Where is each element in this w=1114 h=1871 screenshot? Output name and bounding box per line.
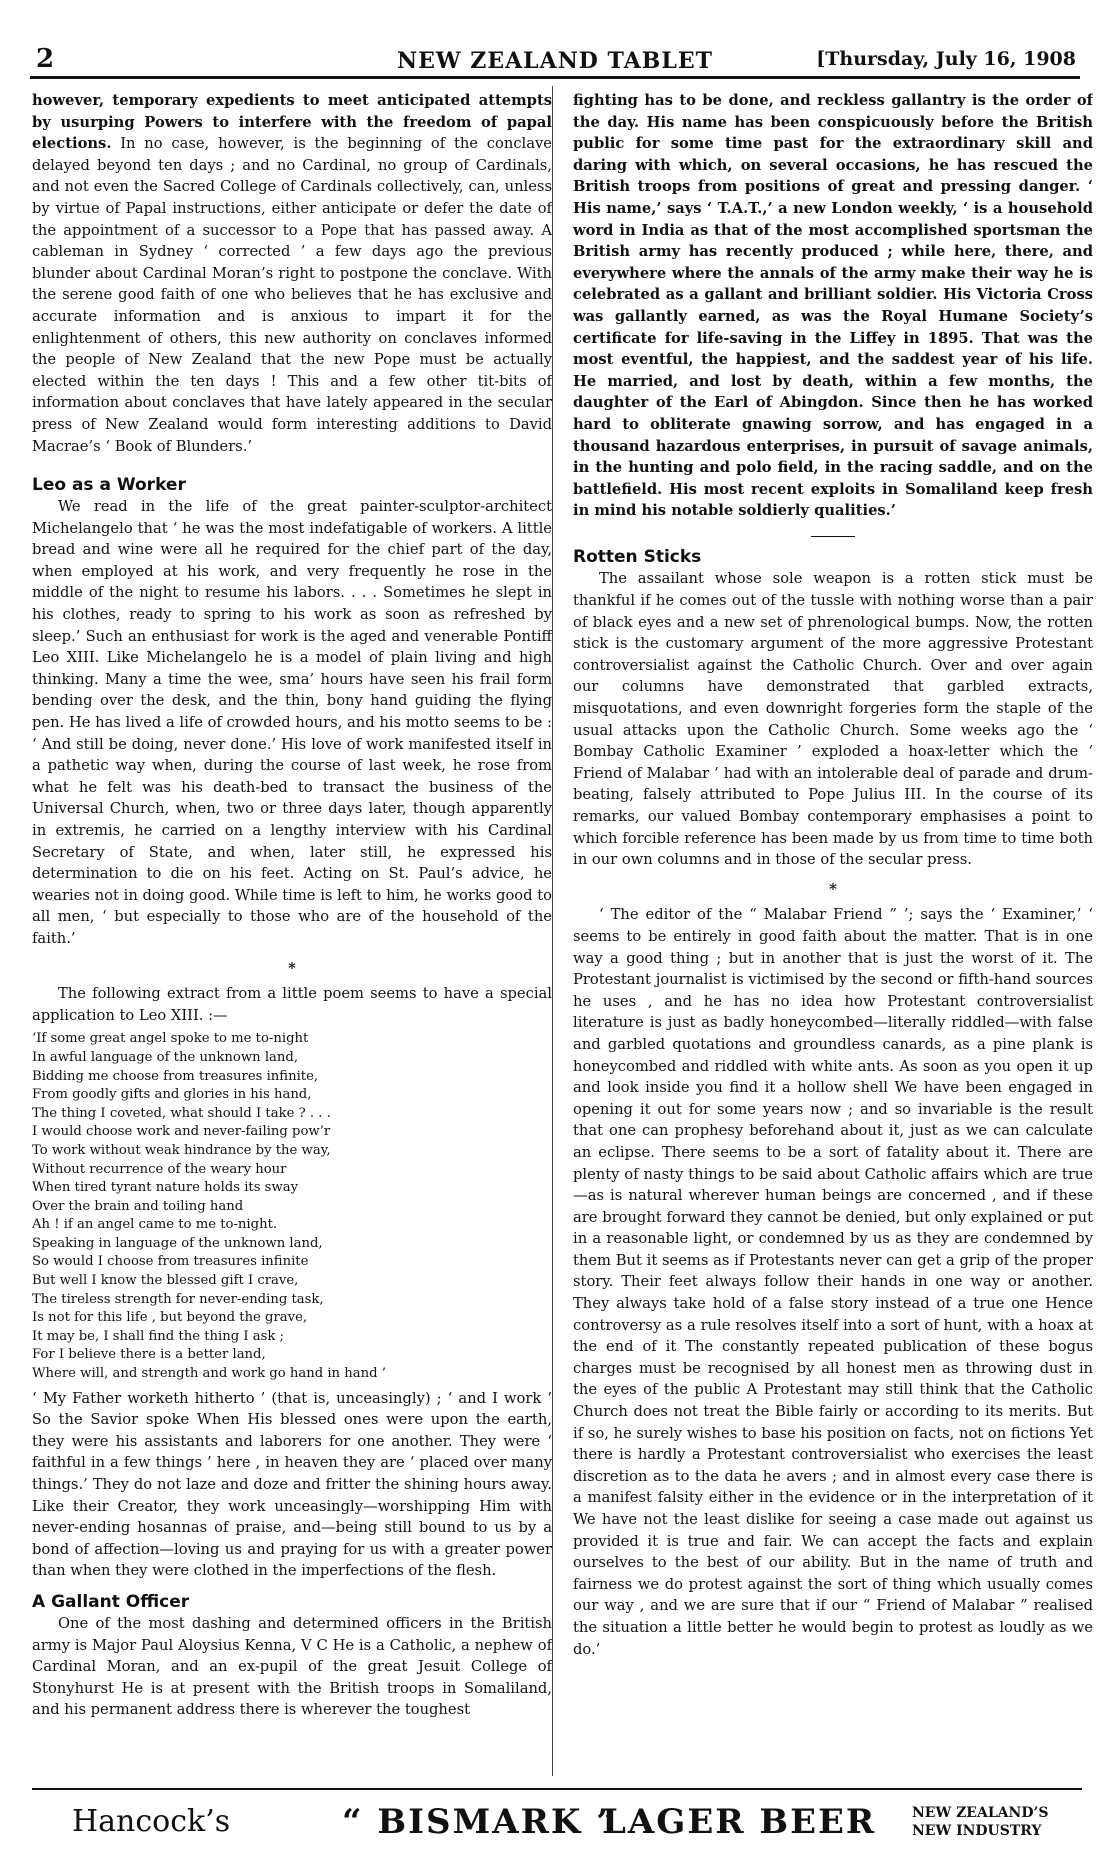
rule-line bbox=[811, 536, 855, 537]
advertisement-banner bbox=[32, 1788, 1082, 1865]
ad-kind: LAGER BEER bbox=[602, 1802, 877, 1842]
ad-tagline-1: NEW ZEALAND’S bbox=[912, 1805, 1049, 1821]
intro-bold-text: however, temporary expedients to meet anticipated attempts by usurping Powers to interfere with the freedom of papal elections. bbox=[32, 92, 552, 153]
intro-text: In no case, however, is the beginning of the conclave delayed beyond ten days ; and no Cardinal, no group of Cardinals, and not even the Sacred College of Cardinals collectively, can, unless by virtue of Papal instructions, either anticipate or defer the date of the appointment of a successor to a Pope that has passed away. A cableman in Sydney ‘ corrected ’ a few days ago the previous blunder about Cardinal Moran’s right to postpone the conclave. With the serene good faith of one who believes that he has exclusive and accurate information and is anxious to impart it for the enlightenment of others, this new authority on conclaves informed the people of New Zealand that the new Pope must be actually elected within the ten days ! This and a few other tit-bits of information about conclaves that have lately appeared in the secular press of New Zealand would form interesting additions to David Macrae’s ‘ Book of Blunders.’ bbox=[32, 135, 552, 455]
masthead bbox=[30, 42, 1080, 79]
right-column bbox=[573, 90, 1093, 1770]
rotten-paragraph-2: ‘ The editor of the “ Malabar Friend ” ’; says the ‘ Examiner,’ ‘ seems to be entirely in good faith about the matter. That is in one way a good thing ; but in another that is just the worst of it. The Protestant journalist is victimised by the second or fifth-hand sources he uses , and he has no idea how Protestant controversialist literature is just as badly honeycombed—literally riddled—with false and garbled quotations and groundless canards, as a pine plank is honeycombed and riddled with white ants. As soon as you open it up and look inside you find it a hollow shell We have been engaged in opening it out for some years now ; and so invariable is the result that one can prophesy beforehand about it, just as we can calculate an eclipse. There seems to be a sort of fatality about it. There are plenty of nasty things to be said about Catholic affairs which are true—as is natural wherever human beings are concerned , and if these are brought forward they cannot be denied, but only explained or put in a reasonable light, or condemned by us as they are condemned by them But it seems as if Protestants never can get a grip of the proper story. Their feet always follow their hands in one way or another. They always take hold of a false story instead of a true one Hence controversy as a rule resolves itself into a sort of hunt, with a hoax at the end of it The constantly repeated publication of these bogus charges must be recognised by all honest men as throwing dust in the eyes of the public A Protestant may still think that the Catholic Church does not treat the Bible fairly or according to its merits. But if so, he surely wishes to base his position on facts, not on fictions Yet there is hardly a Protestant controversialist who exercises the least discretion as to the data he avers ; and in almost every case there is a manifest falsity either in the evidence or in the interpretation of it We have not the least dislike for seeing a case made out against us provided it is true and fair. We can accept the facts and explain ourselves to the best of our ability. But in the name of truth and fairness we do protest against the sort of thing which usually comes our way , and we are sure that if our “ Friend of Malabar ” realised the situation a little better he would begin to protest as loudly as we do.’ bbox=[573, 906, 1093, 1658]
heading-leo-worker: Leo as a Worker bbox=[32, 475, 186, 496]
ad-brand: Hancock’s bbox=[72, 1804, 231, 1839]
heading-gallant-officer: A Gallant Officer bbox=[32, 1591, 190, 1612]
leo-paragraph-1: We read in the life of the great painter-sculptor-architect Michelangelo that ‘ he was the most indefatigable of workers. A little bread and wine were all he required for the chief part of the day, when employed at his work, and very frequently he rose in the middle of the night to resume his labors. . . . Sometimes he slept in his clothes, ready to spring to his work as soon as refreshed by sleep.’ Such an enthusiast for work is the aged and venerable Pontiff Leo XIII. Like Michelangelo he is a model of plain living and high thinking. Many a time the wee, sma’ hours have seen his frail form bending over the desk, and the thin, bony hand guiding the flying pen. He has lived a life of crowded hours, and his motto seems to be : ‘ And still be doing, never done.’ His love of work manifested itself in a pathetic way when, during the course of last week, he rose from what he felt was his death-bed to transact the business of the Universal Church, when, two or three days later, though apparently in extremis, he carried on a lengthy interview with his Cardinal Secretary of State, and when, later still, he expressed his determination to die on his feet. Acting on St. Paul’s advice, he wearies not in doing good. While time is left to him, he works good to all men, ‘ but especially to those who are of the household of the faith.’ bbox=[32, 498, 552, 947]
issue-date: [Thursday, July 16, 1908 bbox=[816, 48, 1076, 70]
poem-intro: The following extract from a little poem seems to have a special application to Leo XIII. :— bbox=[32, 985, 552, 1024]
section-star: * bbox=[288, 959, 296, 977]
ad-tagline-2: NEW INDUSTRY bbox=[912, 1823, 1042, 1839]
page-number: 2 bbox=[36, 44, 55, 74]
intro-paragraph bbox=[32, 90, 552, 457]
publication-title: NEW ZEALAND TABLET bbox=[397, 48, 713, 74]
section-rule bbox=[573, 526, 1093, 548]
column-divider bbox=[552, 86, 553, 1776]
left-column bbox=[32, 90, 552, 1770]
section-star-right: * bbox=[829, 880, 837, 898]
gallant-paragraph-1: One of the most dashing and determined officers in the British army is Major Paul Aloysius Kenna, V C He is a Catholic, a nephew of Cardinal Moran, and an ex-pupil of the great Jesuit College of Stonyhurst He is at present with the British troops in Somaliland, and his permanent address there is wherever the toughest bbox=[32, 1614, 552, 1719]
ad-product: “ BISMARK ” bbox=[342, 1802, 618, 1842]
rotten-paragraph-1: The assailant whose sole weapon is a rotten stick must be thankful if he comes out of the tussle with nothing worse than a pair of black eyes and a new set of phrenological bumps. Now, the rotten stick is the customary argument of the more aggressive Protestant controversialist against the Catholic Church. Over and over again our columns have demonstrated that garbled extracts, misquotations, and even downright forgeries form the staple of the usual attacks upon the Catholic Church. Some weeks ago the ‘ Bombay Catholic Examiner ’ exploded a hoax-letter which the ‘ Friend of Malabar ’ had with an intolerable deal of parade and drum-beating, falsely attributed to Pope Julius III. In the course of its remarks, our valued Bombay contemporary emphasises a point to which forcible reference has been made by us from time to time both in our own columns and in those of the secular press. bbox=[573, 570, 1093, 869]
gallant-continued: fighting has to be done, and reckless gallantry is the order of the day. His name has been conspicuously before the British public for some time past for the extraordinary skill and daring with which, on several occasions, he has rescued the British troops from positions of great and pressing danger. ‘ His name,’ says ‘ T.A.T.,’ a new London weekly, ‘ is a household word in India as that of the most accomplished sportsman the British army has recently produced ; while here, there, and everywhere where the annals of the army make their way he is celebrated as a gallant and brilliant soldier. His Victoria Cross was gallantly earned, as was the Royal Humane Society’s certificate for life-saving in the Liffey in 1895. That was the most eventful, the happiest, and the saddest year of his life. He married, and lost by death, within a few months, the daughter of the Earl of Abingdon. Since then he has worked hard to obliterate gnawing sorrow, and has engaged in a thousand hazardous enterprises, in pursuit of savage animals, in the hunting and polo field, in the racing saddle, and on the battlefield. His most recent exploits in Somaliland keep fresh in mind his notable soldierly qualities.’ bbox=[573, 92, 1093, 520]
ad-tagline bbox=[912, 1804, 1048, 1840]
heading-rotten-sticks: Rotten Sticks bbox=[573, 547, 702, 568]
leo-paragraph-2: ‘ My Father worketh hitherto ’ (that is, unceasingly) ; ‘ and I work ’ So the Savior spoke When His blessed ones were upon the earth, they were his assistants and laborers for one another. They were ‘ faithful in a few things ’ here , in heaven they are ‘ placed over many things.’ They do not laze and doze and fritter the shining hours away. Like their Creator, they work unceasingly—worshipping Him with never-ending hosannas of praise, and—being still bound to us by a bond of affection—loving us and praying for us with a greater power than when they were clothed in the imperfections of the flesh. bbox=[32, 1389, 552, 1580]
poem-extract: ‘If some great angel spoke to me to-night In awful language of the unknown land, Bidding me choose from treasures infinite, From goodly gifts and glories in his hand, The thing I coveted, what should I take ? . . . I would choose work and never-failing pow’r To work without weak hindrance by the way, Without recurrence of the weary hour When tired tyrant nature holds its sway Over the brain and toiling hand Ah ! if an angel came to me to-night. Speaking in language of the unknown land, So would I choose from treasures infinite But well I know the blessed gift I crave, The tireless strength for never-ending task, Is not for this life , but beyond the grave, It may be, I shall find the thing I ask ; For I believe there is a better land, Where will, and strength and work go hand in hand ’ bbox=[32, 1031, 386, 1382]
